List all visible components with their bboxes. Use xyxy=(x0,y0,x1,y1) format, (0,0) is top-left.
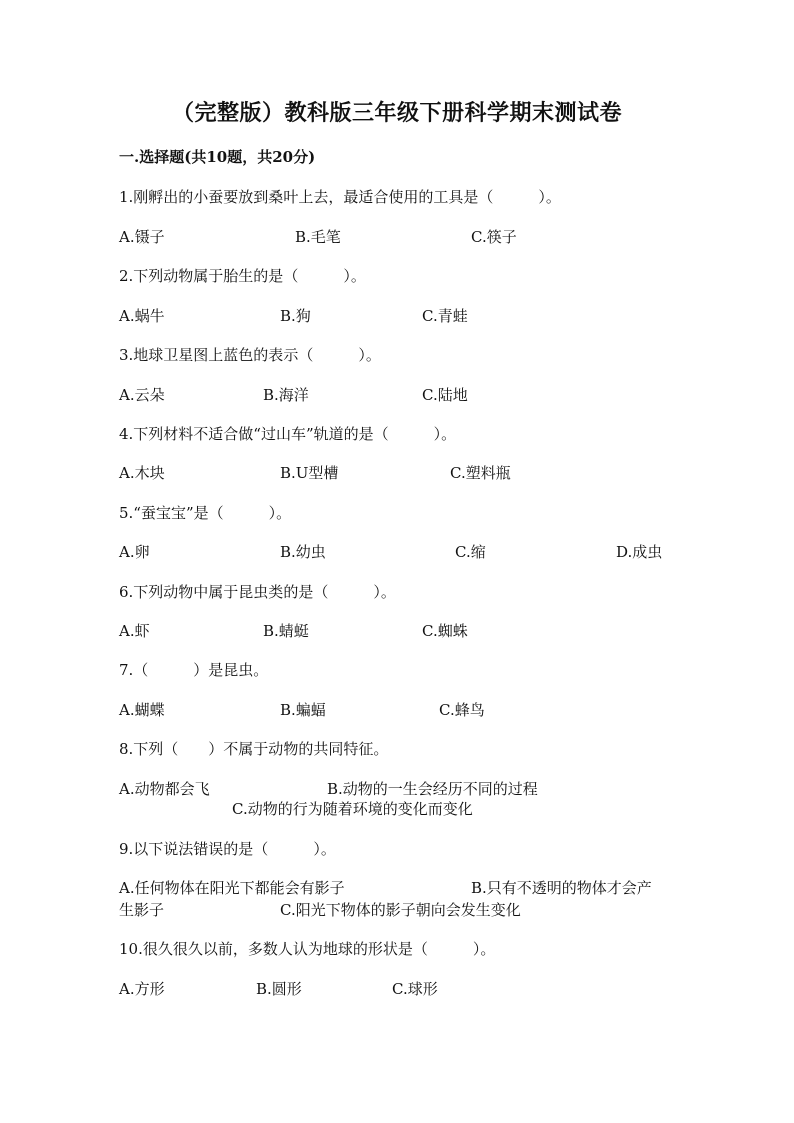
q4-option-a: A.木块 xyxy=(119,464,165,482)
q5-option-a: A.卵 xyxy=(119,543,150,561)
question-3: 3.地球卫星图上蓝色的表示（ ）。 xyxy=(119,346,381,364)
q8-option-c: C.动物的行为随着环境的变化而变化 xyxy=(232,800,473,818)
q4-option-b: B.U型槽 xyxy=(280,464,339,482)
question-9: 9.以下说法错误的是（ ）。 xyxy=(119,840,336,858)
q10-option-b: B.圆形 xyxy=(256,980,302,998)
question-5: 5.“蚕宝宝”是（ ）。 xyxy=(119,504,292,522)
q9-option-c: C.阳光下物体的影子朝向会发生变化 xyxy=(280,901,521,919)
q1-option-c: C.筷子 xyxy=(471,228,517,246)
q8-option-a: A.动物都会飞 xyxy=(119,780,210,798)
page-title: （完整版）教科版三年级下册科学期末测试卷 xyxy=(171,100,622,126)
question-6: 6.下列动物中属于昆虫类的是（ ）。 xyxy=(119,583,396,601)
q2-option-c: C.青蛙 xyxy=(422,307,468,325)
q7-option-b: B.蝙蝠 xyxy=(280,701,326,719)
question-8: 8.下列（ ）不属于动物的共同特征。 xyxy=(119,740,389,758)
q7-option-a: A.蝴蝶 xyxy=(119,701,165,719)
q10-option-a: A.方形 xyxy=(119,980,165,998)
question-7: 7.（ ）是昆虫。 xyxy=(119,661,269,679)
q8-option-b: B.动物的一生会经历不同的过程 xyxy=(327,780,538,798)
q5-option-b: B.幼虫 xyxy=(280,543,326,561)
q6-option-c: C.蜘蛛 xyxy=(422,622,468,640)
q1-option-b: B.毛笔 xyxy=(295,228,341,246)
q1-option-a: A.镊子 xyxy=(119,228,165,246)
q2-option-b: B.狗 xyxy=(280,307,311,325)
q7-option-c: C.蜂鸟 xyxy=(439,701,485,719)
question-1: 1.刚孵出的小蚕要放到桑叶上去，最适合使用的工具是（ ）。 xyxy=(119,188,561,206)
q5-option-c: C.缩 xyxy=(455,543,486,561)
q5-option-d: D.成虫 xyxy=(616,543,663,561)
question-10: 10.很久很久以前，多数人认为地球的形状是（ ）。 xyxy=(119,940,496,958)
q9-option-a: A.任何物体在阳光下都能会有影子 xyxy=(119,879,345,897)
question-4: 4.下列材料不适合做“过山车”轨道的是（ ）。 xyxy=(119,425,457,443)
q2-option-a: A.蜗牛 xyxy=(119,307,165,325)
section-heading: 一.选择题(共10题，共20分) xyxy=(119,148,316,166)
q9-option-b-continued: 生影子 xyxy=(119,901,165,919)
q3-option-a: A.云朵 xyxy=(119,386,165,404)
q10-option-c: C.球形 xyxy=(392,980,438,998)
q4-option-c: C.塑料瓶 xyxy=(450,464,511,482)
q3-option-c: C.陆地 xyxy=(422,386,468,404)
question-2: 2.下列动物属于胎生的是（ ）。 xyxy=(119,267,366,285)
q6-option-a: A.虾 xyxy=(119,622,150,640)
q9-option-b: B.只有不透明的物体才会产 xyxy=(471,879,652,897)
q3-option-b: B.海洋 xyxy=(263,386,309,404)
q6-option-b: B.蜻蜓 xyxy=(263,622,309,640)
